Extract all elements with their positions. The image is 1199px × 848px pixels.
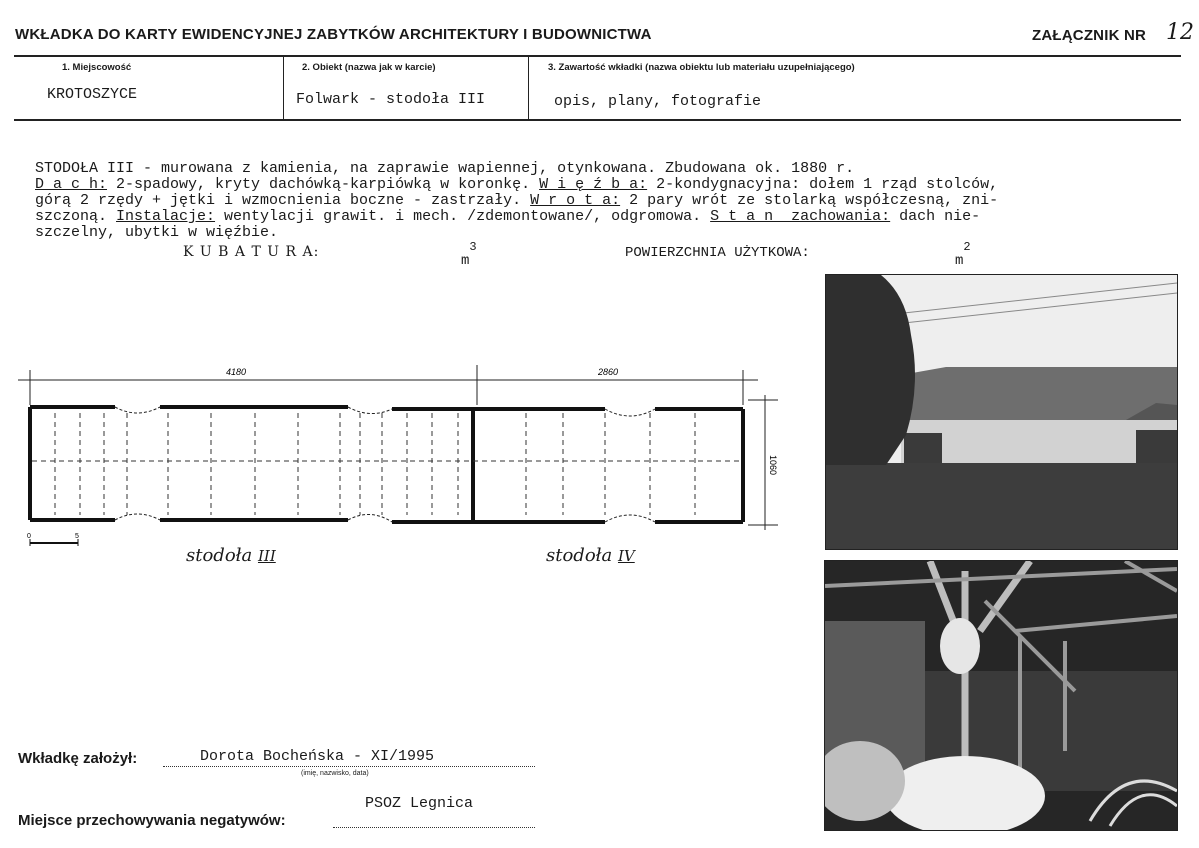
description [35, 145, 998, 241]
dim-left-label: 4180 [226, 367, 247, 377]
description-line-5: szczelny, ubytki w więźbie. [35, 224, 279, 241]
scale-bar [30, 539, 78, 546]
dimension-line [18, 365, 778, 530]
plan-caption-left: stodoła III [186, 545, 276, 566]
roof-truss-grid [32, 413, 741, 515]
kubatura-unit: $m^3$ [461, 240, 477, 269]
wiezba-label: W i ę ź b a: [539, 176, 648, 193]
place-value: KROTOSZYCE [47, 86, 138, 103]
exterior-photo [825, 274, 1178, 550]
object-label: 2. Obiekt (nazwa jak w karcie) [302, 62, 436, 73]
scale-start-label: 0 [27, 533, 31, 540]
annex-number: 12 [1166, 20, 1194, 45]
place-label: 1. Miejscowość [62, 62, 132, 73]
wrota-label: W r o t a: [530, 192, 621, 209]
divider [283, 57, 284, 119]
document-title: WKŁADKA DO KARTY EWIDENCYJNEJ ZABYTKÓW ARCHITEKTURY I BUDOWNICTWA [15, 26, 652, 43]
founder-value: Dorota Bocheńska - XI/1995 [200, 748, 435, 765]
object-value: Folwark - stodoła III [296, 91, 486, 108]
instalacje-label: Instalacje: [116, 208, 216, 225]
annex-label: ZAŁĄCZNIK NR [1032, 27, 1147, 44]
content-label: 3. Zawartość wkładki (nazwa obiektu lub materiału uzupełniającego) [548, 62, 855, 73]
instalacje-text: wentylacji grawit. i mech. /zdemontowane/, odgromowa. [215, 208, 711, 225]
stan-text: dach nie- [890, 208, 981, 225]
description-line-1: STODOŁA III - murowana z kamienia, na zaprawie wapiennej, otynkowana. Zbudowana ok. 1880 r. [35, 160, 855, 177]
exterior-photo-image [826, 275, 1177, 549]
storage-value: PSOZ Legnica [365, 795, 474, 812]
kubatura-label: K U B A T U R A: [183, 244, 320, 260]
founder-hint: (imię, nazwisko, data) [301, 770, 369, 777]
floor-plan [0, 355, 800, 585]
plan-caption-right: stodoła IV [546, 545, 635, 566]
dach-label: D a c h: [35, 176, 108, 193]
gate-openings [115, 407, 655, 522]
storage-label: Miejsce przechowywania negatywów: [18, 812, 286, 829]
interior-photo-image [825, 561, 1177, 830]
scale-end-label: 5 [75, 533, 79, 540]
interior-photo [824, 560, 1178, 831]
content-value: opis, plany, fotografie [554, 93, 762, 110]
powierzchnia-label: POWIERZCHNIA UŻYTKOWA: [625, 245, 810, 261]
building-walls [30, 407, 743, 522]
powierzchnia-unit: $m^2$ [955, 240, 971, 269]
dim-right-label: 2860 [598, 367, 619, 377]
dach-text: 2-spadowy, kryty dachówką-karpiówką w koronkę. [107, 176, 540, 193]
stan-label: S t a n zachowania: [710, 208, 891, 225]
wrota-text: 2 pary wrót ze stolarką współczesną, zni- [620, 192, 999, 209]
description-line-3: górą 2 rzędy + jętki i wzmocnienia boczne - zastrzały. [35, 192, 531, 209]
dim-height-label: 1060 [768, 455, 778, 476]
divider [528, 57, 529, 119]
founder-label: Wkładkę założył: [18, 750, 138, 767]
storage-line [333, 813, 535, 828]
description-line-4: szczoną. [35, 208, 117, 225]
wiezba-text: 2-kondygnacyjna: dołem 1 rząd stolców, [647, 176, 999, 193]
